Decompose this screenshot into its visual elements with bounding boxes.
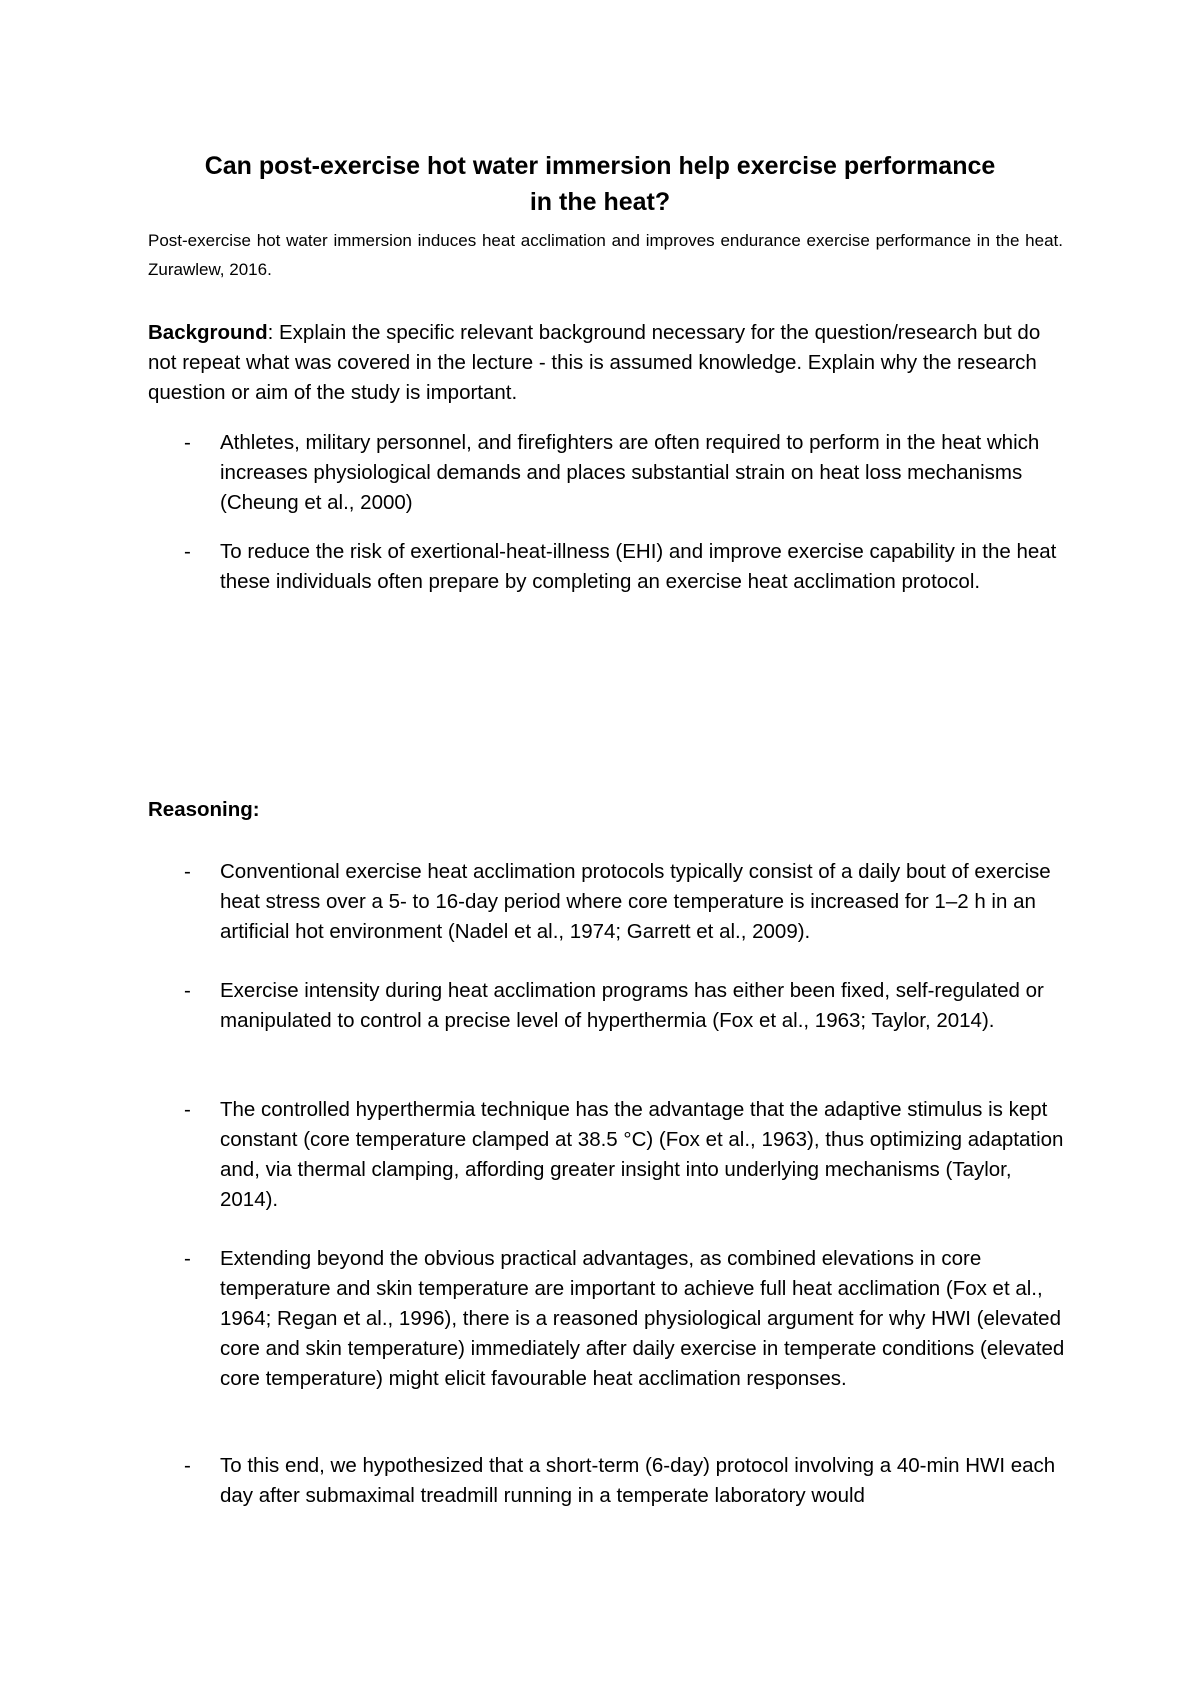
title-line-2: in the heat? [529, 188, 671, 216]
document-title [140, 148, 1060, 220]
background-label: Background [148, 321, 268, 344]
bullet-text: Exercise intensity during heat acclimation programs has either been fixed, self-regulated or manipulated to control a precise level of hyperthermia (Fox et al., 1963; Taylor, 2014). [220, 979, 1044, 1032]
background-bullet-2 [148, 537, 1068, 597]
bullet-dash: - [184, 979, 191, 1002]
bullet-text: To reduce the risk of exertional-heat-illness (EHI) and improve exercise capability in the heat these individuals often prepare by completing an exercise heat acclimation protocol. [220, 540, 1057, 593]
bullet-dash: - [184, 860, 191, 883]
reasoning-bullet-2 [148, 976, 1068, 1036]
background-text: : Explain the specific relevant background necessary for the question/research but do not repeat what was covered in the lecture - this is assumed knowledge. Explain why the research question or aim of the study is important. [148, 321, 1041, 404]
background-bullet-1 [148, 428, 1068, 518]
bullet-dash: - [184, 1247, 191, 1270]
background-paragraph [148, 318, 1063, 408]
reasoning-heading: Reasoning: [148, 798, 260, 821]
bullet-dash: - [184, 431, 191, 454]
title-line-1: Can post-exercise hot water immersion help exercise performance [204, 152, 996, 180]
bullet-dash: - [184, 1454, 191, 1477]
bullet-text: The controlled hyperthermia technique has the advantage that the adaptive stimulus is kept constant (core temperature clamped at 38.5 °C) (Fox et al., 1963), thus optimizing adaptation and, via thermal clamping, affording greater insight into underlying mechanisms (Taylor, 2014). [220, 1098, 1064, 1211]
reasoning-bullet-3 [148, 1095, 1068, 1215]
bullet-text: Extending beyond the obvious practical advantages, as combined elevations in core temperature and skin temperature are important to achieve full heat acclimation (Fox et al., 1964; Regan et al., 1996), there is a reasoned physiological argument for why HWI (elevated core and skin temperature) immediately after daily exercise in temperate conditions (elevated core temperature) might elicit favourable heat acclimation responses. [220, 1247, 1065, 1390]
reasoning-bullet-4 [148, 1244, 1068, 1394]
paper-citation: Post-exercise hot water immersion induces heat acclimation and improves endurance exercise performance in the heat. Zurawlew, 2016. [148, 231, 1063, 279]
reasoning-bullet-5 [148, 1451, 1068, 1511]
bullet-text: Athletes, military personnel, and firefighters are often required to perform in the heat which increases physiological demands and places substantial strain on heat loss mechanisms (Cheung et al., 2000) [220, 431, 1040, 514]
bullet-dash: - [184, 1098, 191, 1121]
bullet-dash: - [184, 540, 191, 563]
bullet-text: Conventional exercise heat acclimation protocols typically consist of a daily bout of exercise heat stress over a 5- to 16-day period where core temperature is increased for 1–2 h in an artificial hot environment (Nadel et al., 1974; Garrett et al., 2009). [220, 860, 1051, 943]
reasoning-bullet-1 [148, 857, 1068, 947]
bullet-text: To this end, we hypothesized that a short-term (6-day) protocol involving a 40-min HWI each day after submaximal treadmill running in a temperate laboratory would [220, 1454, 1056, 1507]
